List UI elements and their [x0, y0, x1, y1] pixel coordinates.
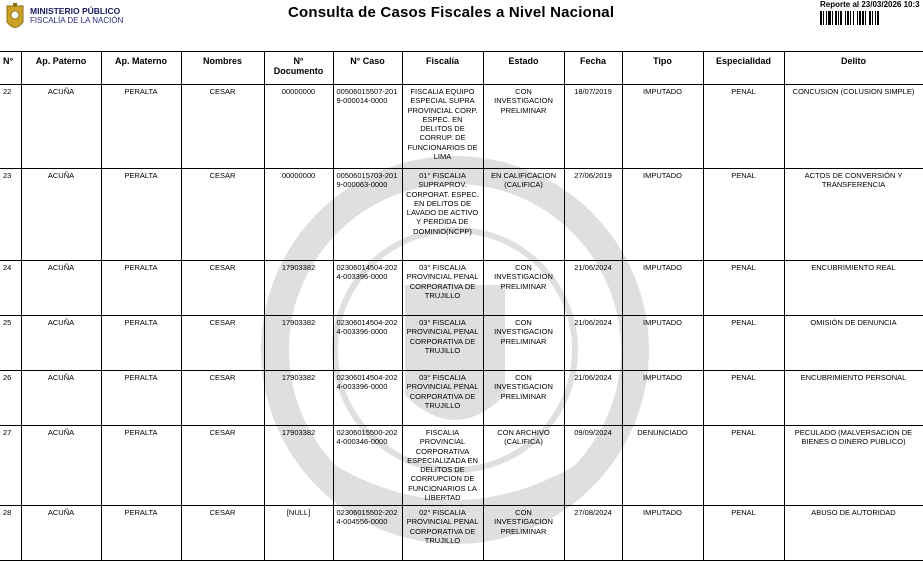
column-header: Ap. Materno [101, 52, 181, 85]
table-cell: 21/06/2024 [564, 316, 622, 371]
table-cell: PENAL [703, 371, 784, 426]
table-cell: 02306015502-2024-004556-0000 [333, 506, 402, 561]
table-cell: CON INVESTIGACION PRELIMINAR [483, 371, 564, 426]
table-cell: PENAL [703, 316, 784, 371]
table-cell: ACTOS DE CONVERSIÓN Y TRANSFERENCIA [784, 169, 923, 261]
table-cell: EN CALIFICACION (CALIFICA) [483, 169, 564, 261]
table-cell: 03° FISCALIA PROVINCIAL PENAL CORPORATIVA DE TRUJILLO [402, 261, 483, 316]
table-cell: 00000000 [264, 169, 333, 261]
table-cell: CONCUSION (COLUSION SIMPLE) [784, 85, 923, 169]
table-cell: 01° FISCALIA SUPRAPROV. CORPORAT. ESPEC. EN DELITOS DE LAVADO DE ACTIVO Y PERDIDA DE DOMINIO(NCPP) [402, 169, 483, 261]
table-cell: 17903382 [264, 261, 333, 316]
table-cell: ACUÑA [21, 169, 101, 261]
report-header [0, 0, 923, 40]
table-cell: CON ARCHIVO (CALIFICA) [483, 426, 564, 506]
table-cell: 17903382 [264, 426, 333, 506]
table-cell: 28 [0, 506, 21, 561]
table-cell: IMPUTADO [622, 316, 703, 371]
org-line-1: MINISTERIO PÚBLICO [30, 6, 121, 16]
table-cell: 17903382 [264, 371, 333, 426]
table-cell: CESAR [181, 316, 264, 371]
table-cell: 00000000 [264, 85, 333, 169]
table-cell: 00506015507-2019-000014-0000 [333, 85, 402, 169]
table-cell: ACUÑA [21, 261, 101, 316]
table-cell: PENAL [703, 426, 784, 506]
table-cell: 22 [0, 85, 21, 169]
table-row [0, 426, 923, 506]
table-row [0, 261, 923, 316]
column-header: N° Caso [333, 52, 402, 85]
table-cell: DENUNCIADO [622, 426, 703, 506]
table-cell: 21/06/2024 [564, 371, 622, 426]
column-header: Fecha [564, 52, 622, 85]
table-cell: IMPUTADO [622, 506, 703, 561]
table-cell: ACUÑA [21, 426, 101, 506]
table-cell: 03° FISCALIA PROVINCIAL PENAL CORPORATIVA DE TRUJILLO [402, 316, 483, 371]
table-cell: 24 [0, 261, 21, 316]
column-header: Fiscalía [402, 52, 483, 85]
column-header: Ap. Paterno [21, 52, 101, 85]
table-cell: PENAL [703, 261, 784, 316]
table-cell: FISCALIA EQUIPO ESPECIAL SUPRA PROVINCIAL CORP. ESPEC. EN DELITOS DE CORRUP. DE FUNCIONARIOS DE LIMA [402, 85, 483, 169]
table-cell: PENAL [703, 169, 784, 261]
cases-table [0, 51, 923, 561]
table-cell: 17903382 [264, 316, 333, 371]
table-cell: CON INVESTIGACION PRELIMINAR [483, 506, 564, 561]
table-cell: 18/07/2019 [564, 85, 622, 169]
table-cell: ENCUBRIMIENTO REAL [784, 261, 923, 316]
table-cell: 27/08/2024 [564, 506, 622, 561]
table-cell: PERALTA [101, 316, 181, 371]
table-cell: CESAR [181, 506, 264, 561]
table-cell: PENAL [703, 506, 784, 561]
table-cell: IMPUTADO [622, 169, 703, 261]
table-row [0, 85, 923, 169]
table-cell: 02306014504-2024-003396-0000 [333, 371, 402, 426]
table-cell: 23 [0, 169, 21, 261]
page-title: Consulta de Casos Fiscales a Nivel Nacional [288, 4, 615, 21]
table-cell: CESAR [181, 261, 264, 316]
table-cell: 02306014504-2024-003396-0000 [333, 316, 402, 371]
table-cell: PERALTA [101, 169, 181, 261]
table-cell: ACUÑA [21, 316, 101, 371]
table-cell: CESAR [181, 371, 264, 426]
table-cell: ABUSO DE AUTORIDAD [784, 506, 923, 561]
table-cell: ACUÑA [21, 371, 101, 426]
table-cell: PERALTA [101, 85, 181, 169]
table-cell: CON INVESTIGACION PRELIMINAR [483, 316, 564, 371]
table-cell: ACUÑA [21, 85, 101, 169]
report-date: Reporte al 23/03/2026 10:3 [820, 0, 920, 9]
table-cell: IMPUTADO [622, 261, 703, 316]
table-cell: CON INVESTIGACION PRELIMINAR [483, 85, 564, 169]
table-cell: PERALTA [101, 261, 181, 316]
org-line-2: FISCALÍA DE LA NACIÓN [30, 16, 124, 25]
table-cell: 02306014504-2024-003396-0000 [333, 261, 402, 316]
barcode-icon [820, 11, 923, 25]
ministerio-publico-crest-icon [4, 2, 26, 34]
table-cell: OMISIÓN DE DENUNCIA [784, 316, 923, 371]
table-cell: IMPUTADO [622, 371, 703, 426]
column-header: Delito [784, 52, 923, 85]
column-header: Tipo [622, 52, 703, 85]
table-cell: 09/09/2024 [564, 426, 622, 506]
table-cell: [NULL] [264, 506, 333, 561]
table-cell: CESAR [181, 85, 264, 169]
column-header: N° [0, 52, 21, 85]
table-cell: FISCALIA PROVINCIAL CORPORATIVA ESPECIALIZADA EN DELITOS DE CORRUPCION DE FUNCIONARIOS LA LIBERTAD [402, 426, 483, 506]
table-cell: PERALTA [101, 426, 181, 506]
table-cell: ACUÑA [21, 506, 101, 561]
table-cell: IMPUTADO [622, 85, 703, 169]
table-header-row [0, 52, 923, 85]
column-header: Estado [483, 52, 564, 85]
table-cell: 27/06/2019 [564, 169, 622, 261]
table-cell: PENAL [703, 85, 784, 169]
table-cell: 26 [0, 371, 21, 426]
organization-name [30, 6, 123, 26]
column-header: Nombres [181, 52, 264, 85]
table-cell: 21/06/2024 [564, 261, 622, 316]
column-header: N° Documento [264, 52, 333, 85]
table-row [0, 316, 923, 371]
table-cell: 25 [0, 316, 21, 371]
column-header: Especialidad [703, 52, 784, 85]
table-cell: PERALTA [101, 506, 181, 561]
table-cell: CESAR [181, 169, 264, 261]
table-cell: 27 [0, 426, 21, 506]
table-cell: 02306015500-2024-000346-0000 [333, 426, 402, 506]
table-row [0, 169, 923, 261]
table-cell: CON INVESTIGACION PRELIMINAR [483, 261, 564, 316]
table-cell: ENCUBRIMIENTO PERSONAL [784, 371, 923, 426]
table-cell: 02° FISCALIA PROVINCIAL PENAL CORPORATIVA DE TRUJILLO [402, 506, 483, 561]
table-cell: 03° FISCALIA PROVINCIAL PENAL CORPORATIVA DE TRUJILLO [402, 371, 483, 426]
table-row [0, 506, 923, 561]
table-row [0, 371, 923, 426]
table-cell: 00506015703-2019-000063-0000 [333, 169, 402, 261]
table-cell: CESAR [181, 426, 264, 506]
table-cell: PERALTA [101, 371, 181, 426]
table-cell: PECULADO (MALVERSACION DE BIENES O DINERO PUBLICO) [784, 426, 923, 506]
